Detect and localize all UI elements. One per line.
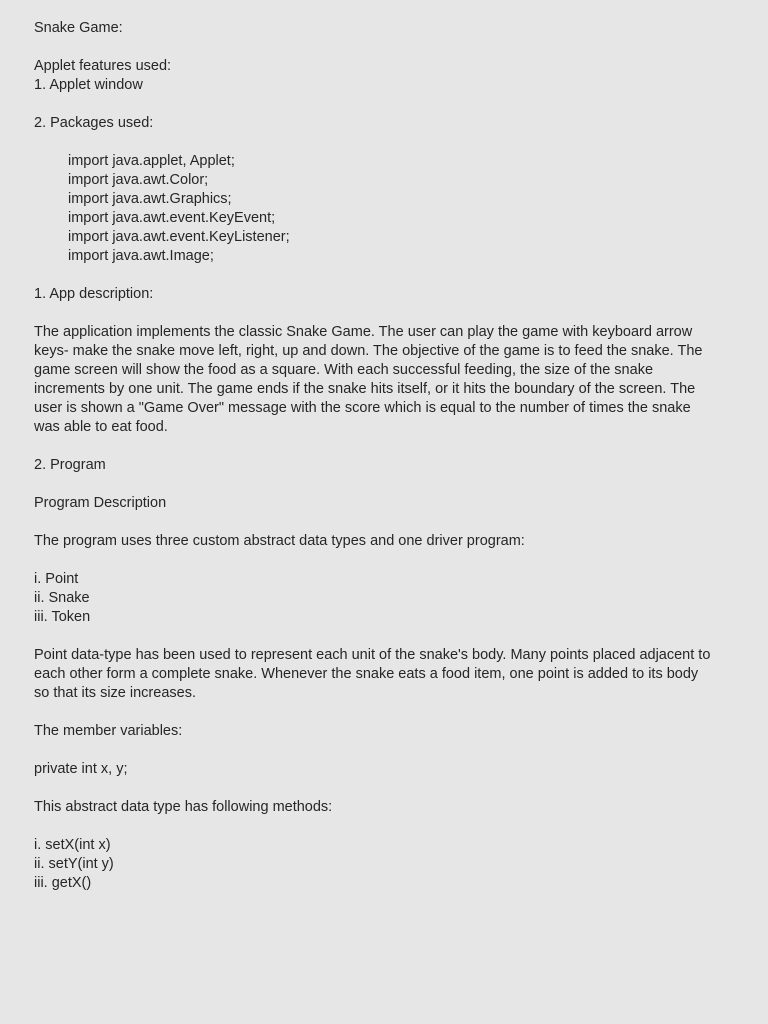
paragraph-line: so that its size increases. — [34, 685, 196, 701]
type-list-item: i. Point — [34, 571, 79, 587]
paragraph-line: keys- make the snake move left, right, up and down. The objective of the game is to feed the snake. The — [34, 343, 703, 359]
import-line: import java.awt.event.KeyEvent; — [68, 210, 276, 226]
app-description-heading: 1. App description: — [34, 286, 154, 302]
point-description-paragraph — [34, 646, 734, 703]
import-line: import java.awt.Graphics; — [68, 191, 232, 207]
paragraph-line: game screen will show the food as a square. With each successful feeding, the size of the snake — [34, 362, 654, 378]
import-line: import java.awt.Color; — [68, 172, 209, 188]
document-title: Snake Game: — [34, 20, 123, 36]
paragraph-line: Point data-type has been used to represent each unit of the snake's body. Many points placed adjacent to — [34, 647, 711, 663]
program-intro: The program uses three custom abstract data types and one driver program: — [34, 533, 525, 549]
method-list-item: ii. setY(int y) — [34, 856, 114, 872]
paragraph-line: The application implements the classic Snake Game. The user can play the game with keyboard arrow — [34, 324, 693, 340]
paragraph-line: increments by one unit. The game ends if the snake hits itself, or it hits the boundary of the screen. The — [34, 381, 696, 397]
type-list-item: ii. Snake — [34, 590, 90, 606]
method-list-item: i. setX(int x) — [34, 837, 111, 853]
program-heading: 2. Program — [34, 457, 106, 473]
import-line: import java.awt.event.KeyListener; — [68, 229, 290, 245]
member-variables-code: private int x, y; — [34, 761, 128, 777]
paragraph-line: was able to eat food. — [34, 419, 168, 435]
paragraph-line: each other form a complete snake. Whenever the snake eats a food item, one point is added to its body — [34, 666, 699, 682]
packages-heading: 2. Packages used: — [34, 115, 154, 131]
app-description-paragraph — [34, 323, 734, 437]
import-line: import java.applet, Applet; — [68, 153, 235, 169]
program-description-heading: Program Description — [34, 495, 167, 511]
applet-features-item: 1. Applet window — [34, 77, 143, 93]
paragraph-line: user is shown a "Game Over" message with the score which is equal to the number of times the snake — [34, 400, 691, 416]
methods-intro: This abstract data type has following methods: — [34, 799, 333, 815]
applet-features-heading: Applet features used: — [34, 58, 172, 74]
import-line: import java.awt.Image; — [68, 248, 214, 264]
member-variables-heading: The member variables: — [34, 723, 183, 739]
type-list-item: iii. Token — [34, 609, 91, 625]
method-list-item: iii. getX() — [34, 875, 92, 891]
